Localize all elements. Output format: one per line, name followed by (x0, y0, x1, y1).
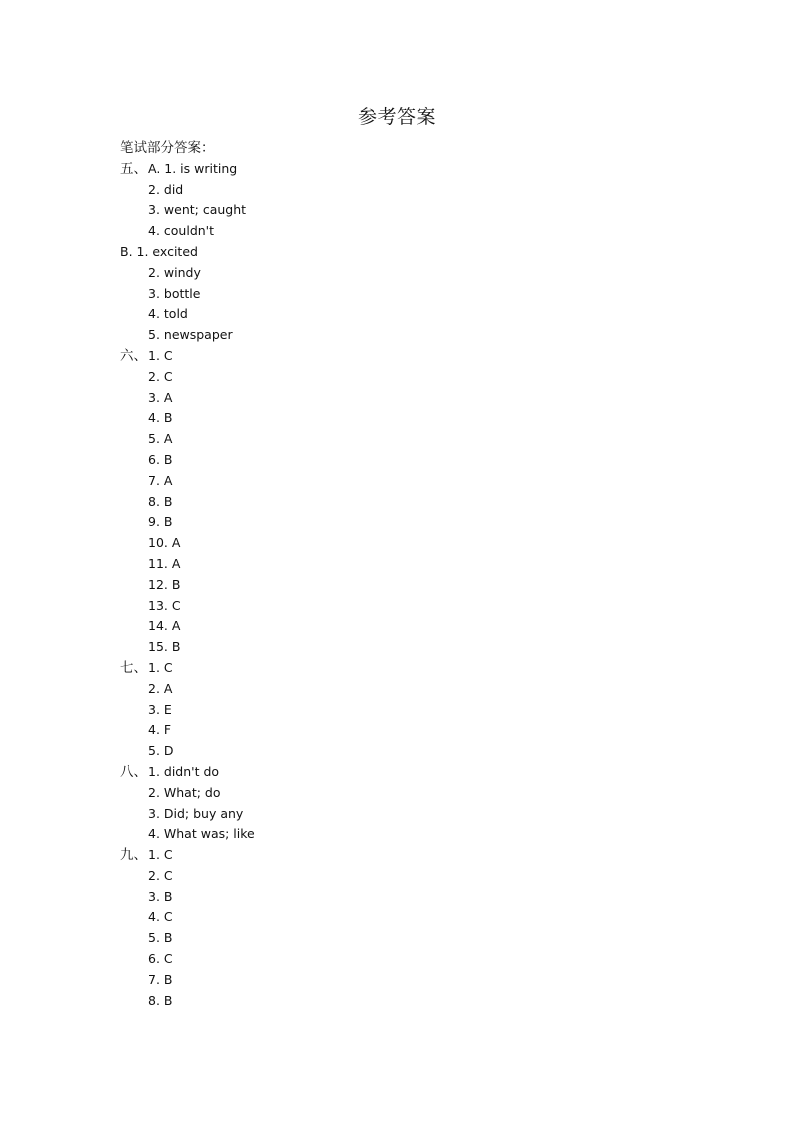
answer-list (120, 138, 720, 1011)
section-six-item-11: 11. A (148, 555, 181, 571)
section-five-a-item-1 (120, 159, 720, 180)
section-six-item-13: 13. C (148, 597, 181, 613)
section-five-b-item-2: 2. windy (148, 264, 201, 280)
section-nine-marker: 九、 (120, 847, 147, 864)
section-seven-item-2: 2. A (148, 680, 173, 696)
section-five-a-item-3: 3. went; caught (148, 202, 247, 218)
section-six-item-7: 7. A (148, 472, 173, 488)
section-six-item-15: 15. B (148, 639, 181, 655)
section-six-item-12: 12. B (148, 576, 181, 592)
section-five-b-item-1 (120, 242, 720, 263)
section-six-item-2: 2. C (148, 368, 173, 384)
section-seven-marker: 七、 (120, 659, 147, 676)
part-a-label: A. (148, 160, 165, 176)
section-six-item-3: 3. A (148, 389, 173, 405)
section-six-item-14: 14. A (148, 618, 181, 634)
answer-text: 1. C (148, 347, 173, 363)
answer-text: 1. is writing (164, 160, 238, 176)
section-six-item-9: 9. B (148, 514, 173, 530)
section-nine-item-4: 4. C (148, 909, 173, 925)
section-five-b-item-4: 4. told (148, 306, 188, 322)
section-seven-item-3: 3. E (148, 701, 172, 717)
section-five-marker: 五、 (120, 160, 147, 177)
section-six-item-5: 5. A (148, 431, 173, 447)
section-six-item-6: 6. B (148, 451, 173, 467)
section-nine-item-1 (120, 845, 720, 866)
section-five-b-item-3: 3. bottle (148, 285, 201, 301)
section-nine-item-7: 7. B (148, 971, 173, 987)
page-title: 参考答案 (357, 106, 436, 128)
section-six-item-8: 8. B (148, 493, 173, 509)
section-eight-item-4: 4. What was; like (148, 826, 255, 842)
section-six-marker: 六、 (120, 347, 147, 364)
section-five-a-item-4: 4. couldn't (148, 223, 215, 239)
answer-text: 1. didn't do (148, 763, 220, 779)
section-seven-item-1 (120, 658, 720, 679)
section-nine-item-5: 5. B (148, 930, 173, 946)
section-eight-item-1 (120, 762, 720, 783)
section-five-a-item-2: 2. did (148, 181, 184, 197)
section-eight-marker: 八、 (120, 763, 147, 780)
answer-text: 1. C (148, 659, 173, 675)
section-six-item-10: 10. A (148, 535, 181, 551)
section-six-item-1 (120, 346, 720, 367)
section-five-b-item-5: 5. newspaper (148, 327, 233, 343)
section-seven-item-4: 4. F (148, 722, 172, 738)
section-nine-item-8: 8. B (148, 992, 173, 1008)
answer-text: 1. C (148, 847, 173, 863)
section-nine-item-6: 6. C (148, 951, 173, 967)
section-nine-item-3: 3. B (148, 888, 173, 904)
section-seven-item-5: 5. D (148, 743, 174, 759)
answer-text: 1. excited (136, 243, 198, 259)
section-eight-item-2: 2. What; do (148, 784, 221, 800)
written-answers-heading: 笔试部分答案： (120, 140, 215, 156)
section-nine-item-2: 2. C (148, 867, 173, 883)
section-six-item-4: 4. B (148, 410, 173, 426)
section-eight-item-3: 3. Did; buy any (148, 805, 244, 821)
part-b-label: B. (120, 243, 137, 259)
